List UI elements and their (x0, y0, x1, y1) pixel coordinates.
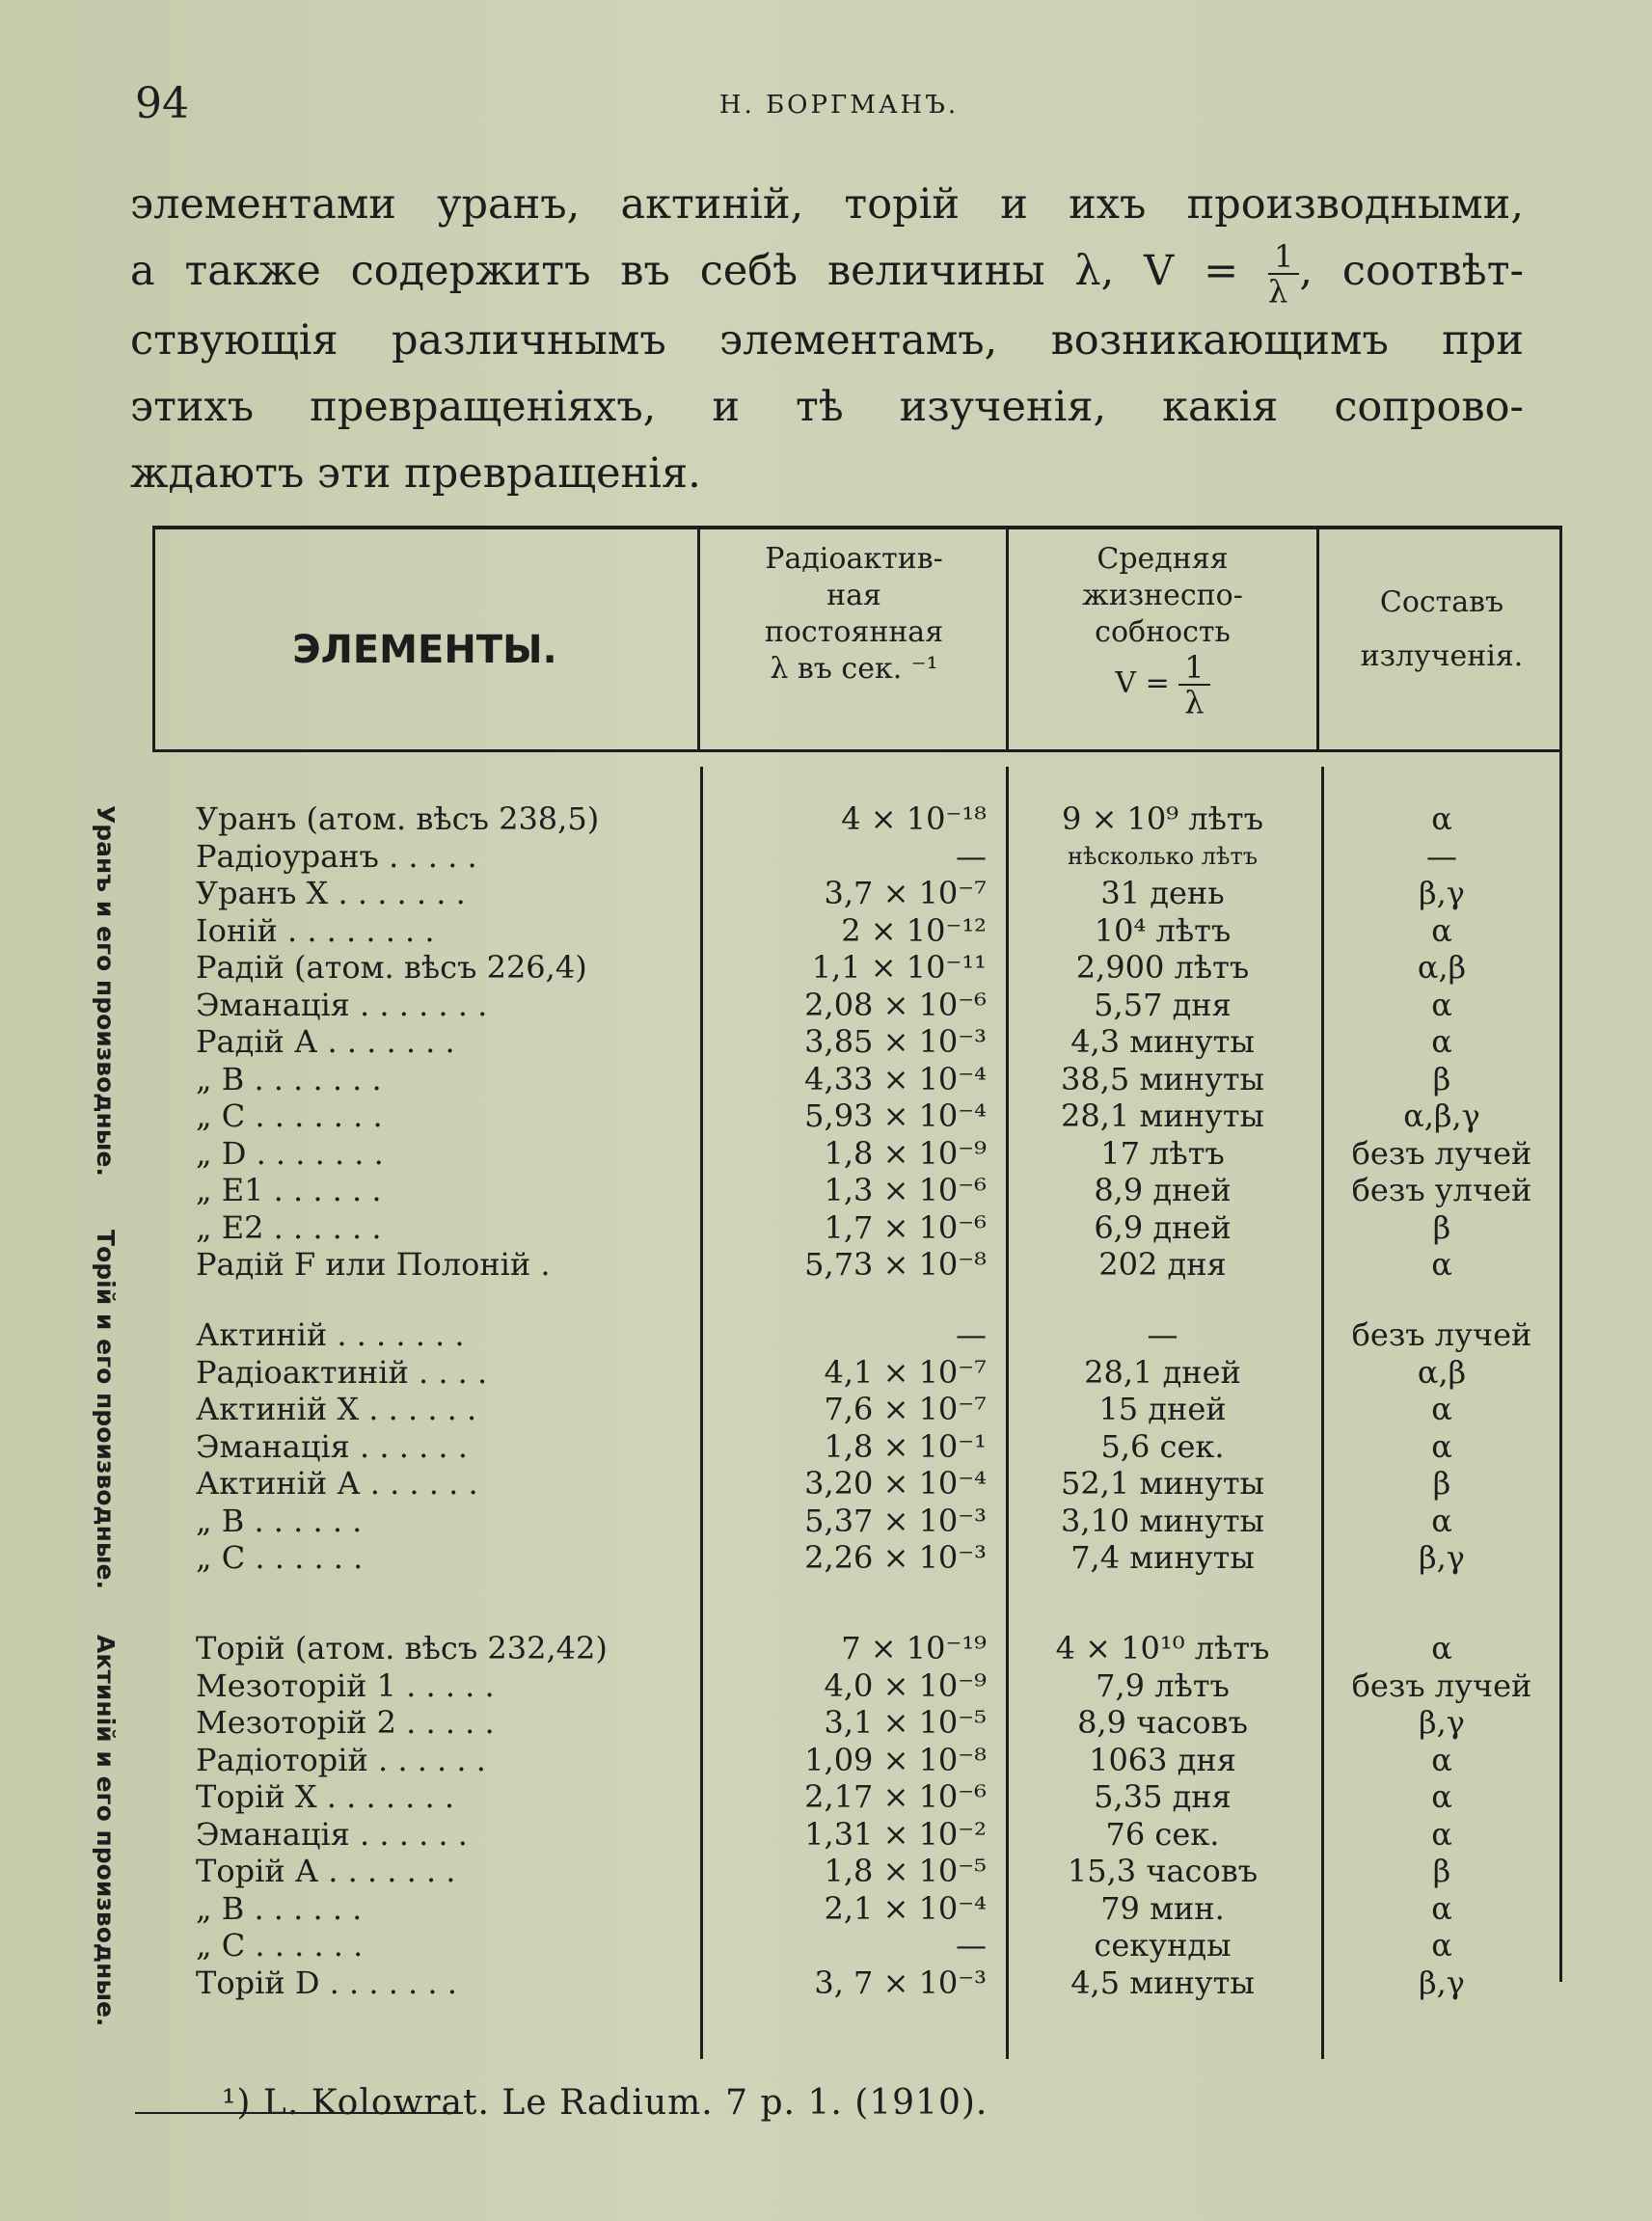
radioactive-constant-cell: 4,0 ⨯ 10⁻⁹ (824, 1666, 987, 1704)
header-comp-line-1: Составъ (1379, 585, 1504, 619)
mean-life-cell: 76 сек. (1105, 1815, 1220, 1853)
mean-life-cell: 10⁴ лѣтъ (1094, 911, 1232, 949)
header-life-line-4: V = (1115, 666, 1170, 700)
table-row (152, 1172, 1562, 1208)
table-header-rule (152, 749, 1562, 752)
header-comp-line-2: излученія. (1360, 639, 1524, 673)
mean-life-cell: 8,9 дней (1094, 1172, 1232, 1208)
table-row (152, 1816, 1562, 1853)
mean-life-cell: 4,5 минуты (1070, 1964, 1255, 2001)
header-life-formula (1011, 651, 1314, 718)
radioactive-constant-cell: 3, 7 ⨯ 10⁻³ (814, 1964, 987, 2001)
formula-fraction (1268, 240, 1299, 308)
header-life-line-2: жизнеспо- (1082, 579, 1243, 612)
header-radiation-composition (1321, 576, 1562, 684)
element-name-cell: Торій X . . . . . . . (196, 1778, 455, 1815)
radiation-composition-cell: α,β (1417, 949, 1467, 986)
page-header (135, 79, 1543, 137)
header-divider-1 (697, 526, 700, 752)
mean-life-cell: 31 день (1100, 875, 1225, 911)
mean-life-cell: 5,57 дня (1094, 986, 1232, 1023)
mean-life-cell: 2,900 лѣтъ (1075, 949, 1250, 986)
table-row (152, 1927, 1562, 1964)
element-name-cell: Уранъ X . . . . . . . (196, 875, 466, 911)
table-row (152, 912, 1562, 949)
radiation-composition-cell: α (1431, 986, 1452, 1023)
element-name-cell: Радіоактиній . . . . (196, 1353, 488, 1391)
radiation-composition-cell: β,γ (1419, 875, 1465, 911)
element-name-cell: „ Е2 . . . . . . (196, 1208, 382, 1246)
mean-life-cell: 7,4 минуты (1070, 1539, 1255, 1576)
element-name-cell: Эманація . . . . . . . (196, 986, 488, 1023)
fraction-denominator: λ (1268, 273, 1288, 310)
radioactive-constant-cell: 4,1 ⨯ 10⁻⁷ (824, 1353, 987, 1391)
radiation-composition-cell: β (1432, 1465, 1451, 1502)
mean-life-cell: 28,1 дней (1084, 1353, 1241, 1391)
element-name-cell: Радій F или Полоній . (196, 1246, 551, 1283)
header-divider-3 (1316, 526, 1319, 752)
radioactive-constant-cell: 4,33 ⨯ 10⁻⁴ (804, 1060, 987, 1097)
radioactive-constant-cell: 1,8 ⨯ 10⁻¹ (824, 1427, 987, 1465)
table-row (152, 1853, 1562, 1889)
table-row (152, 1391, 1562, 1427)
element-name-cell: Актиній . . . . . . . (196, 1316, 465, 1353)
paragraph-line-2-end: , соотвѣт- (1299, 247, 1525, 295)
radiation-composition-cell: β,γ (1419, 1704, 1465, 1741)
header-elements: ЭЛЕМЕНТЫ. (292, 628, 557, 672)
mean-life-cell: 9 ⨯ 10⁹ лѣтъ (1062, 800, 1263, 837)
table-row (152, 1539, 1562, 1576)
header-life-line-1: Средняя (1097, 542, 1229, 576)
header-const-line-3: постоянная (764, 615, 944, 649)
table-row (152, 1465, 1562, 1502)
table-row (152, 1778, 1562, 1815)
radioactive-constant-cell: 3,1 ⨯ 10⁻⁵ (824, 1704, 987, 1741)
radioactive-constant-cell: — (956, 1927, 987, 1964)
radioactive-constant-cell: 3,20 ⨯ 10⁻⁴ (804, 1465, 987, 1502)
mean-life-cell: 6,9 дней (1094, 1208, 1232, 1246)
mean-life-cell: 202 дня (1098, 1246, 1227, 1283)
paragraph-line-2 (130, 238, 1524, 308)
table-row (152, 1023, 1562, 1060)
side-labels (92, 805, 140, 2059)
header-fraction-denominator: λ (1184, 684, 1205, 720)
mean-life-cell: 5,35 дня (1094, 1778, 1232, 1815)
table-row (152, 1097, 1562, 1134)
table-row (152, 949, 1562, 986)
element-name-cell: „ В . . . . . . (196, 1502, 363, 1539)
element-name-cell: Радіоторій . . . . . . (196, 1741, 486, 1778)
mean-life-cell: 17 лѣтъ (1100, 1134, 1225, 1172)
radioactive-constant-cell: — (956, 1316, 987, 1353)
header-fraction-numerator: 1 (1178, 651, 1209, 686)
table-row (152, 800, 1562, 837)
element-name-cell: „ Е1 . . . . . . (196, 1172, 382, 1208)
radiation-composition-cell: α (1431, 1889, 1452, 1927)
radiation-composition-cell: α (1431, 1927, 1452, 1964)
mean-life-cell: 3,10 минуты (1061, 1502, 1264, 1539)
element-name-cell: Мезоторій 1 . . . . . (196, 1666, 495, 1704)
radiation-composition-cell: β (1432, 1208, 1451, 1246)
radioactive-constant-cell: 1,8 ⨯ 10⁻⁹ (824, 1134, 987, 1172)
radiation-composition-cell: α (1431, 1741, 1452, 1778)
header-life-fraction (1178, 651, 1209, 718)
mean-life-cell: 38,5 минуты (1061, 1060, 1264, 1097)
header-const-line-1: Радіоактив- (765, 542, 943, 576)
radioactive-constant-cell: 3,7 ⨯ 10⁻⁷ (824, 875, 987, 911)
radioactive-constant-cell: 2,08 ⨯ 10⁻⁶ (804, 986, 987, 1023)
table-top-rule (152, 526, 1562, 529)
radiation-composition-cell: α (1431, 1815, 1452, 1853)
mean-life-cell: 8,9 часовъ (1077, 1704, 1248, 1741)
intro-paragraph (130, 172, 1524, 507)
table-row (152, 838, 1562, 875)
table-row (152, 1667, 1562, 1704)
radiation-composition-cell: α,β (1417, 1353, 1467, 1391)
radioactive-constant-cell: 5,37 ⨯ 10⁻³ (804, 1502, 987, 1539)
running-head: Н. БОРГМАНЪ. (718, 91, 960, 120)
header-mean-life (1011, 541, 1314, 718)
table-row (152, 1061, 1562, 1097)
mean-life-cell: 4 ⨯ 10¹⁰ лѣтъ (1055, 1630, 1270, 1666)
element-name-cell: Радій (атом. вѣсъ 226,4) (196, 949, 587, 986)
radiation-composition-cell: α (1431, 800, 1452, 837)
radioactive-constant-cell: 2,17 ⨯ 10⁻⁶ (804, 1778, 987, 1815)
side-label-actinium: Актиній и его производные. (92, 1635, 120, 2027)
mean-life-cell: 79 мин. (1100, 1889, 1225, 1927)
paragraph-line-1: элементами уранъ, актиній, торій и ихъ производными, (130, 180, 1524, 229)
side-label-thorium: Торій и его производные. (92, 1230, 120, 1589)
table-row (152, 987, 1562, 1023)
radioactive-constant-cell: 1,7 ⨯ 10⁻⁶ (824, 1208, 987, 1246)
paragraph-line-4: этихъ превращеніяхъ, и тѣ изученія, какія сопрово- (130, 383, 1524, 431)
header-const-line-4: λ въ сек. ⁻¹ (770, 652, 938, 686)
paragraph-line-5: ждаютъ эти превращенія. (130, 449, 701, 498)
header-life-line-3: собность (1095, 615, 1231, 649)
header-radioactive-constant (702, 541, 1006, 688)
radiation-composition-cell: α (1431, 1023, 1452, 1060)
header-divider-2 (1006, 526, 1009, 752)
mean-life-cell: 4,3 минуты (1070, 1023, 1255, 1060)
radioactive-constant-cell: 1,31 ⨯ 10⁻² (804, 1815, 987, 1853)
element-name-cell: Радіоуранъ . . . . . (196, 837, 477, 875)
table-row (152, 1890, 1562, 1927)
element-name-cell: Эманація . . . . . . (196, 1815, 468, 1853)
table-row (152, 1503, 1562, 1539)
radiation-composition-cell: безъ улчей (1351, 1172, 1532, 1208)
element-name-cell: Уранъ (атом. вѣсъ 238,5) (196, 800, 600, 837)
radioactive-constant-cell: 7 ⨯ 10⁻¹⁹ (841, 1630, 987, 1666)
table-row (152, 1246, 1562, 1283)
side-label-uranium: Уранъ и его производные. (92, 805, 120, 1177)
radiation-composition-cell: — (1426, 837, 1457, 875)
radioactive-constant-cell: 7,6 ⨯ 10⁻⁷ (824, 1391, 987, 1427)
table-row (152, 1742, 1562, 1778)
radiation-composition-cell: безъ лучей (1351, 1316, 1532, 1353)
element-name-cell: Іоній . . . . . . . . (196, 911, 435, 949)
radiation-composition-cell: α (1431, 1502, 1452, 1539)
radiation-composition-cell: β,γ (1419, 1964, 1465, 2001)
radioactive-constant-cell: 1,3 ⨯ 10⁻⁶ (824, 1172, 987, 1208)
element-name-cell: Торій А . . . . . . . (196, 1853, 456, 1889)
radioactive-constant-cell: 2,1 ⨯ 10⁻⁴ (824, 1889, 987, 1927)
radioactive-constant-cell: 2 ⨯ 10⁻¹² (841, 911, 987, 949)
radioactive-constant-cell: 3,85 ⨯ 10⁻³ (804, 1023, 987, 1060)
radioactive-constant-cell: 4 ⨯ 10⁻¹⁸ (841, 800, 987, 837)
radiation-composition-cell: α (1431, 1427, 1452, 1465)
element-name-cell: „ С . . . . . . . (196, 1097, 383, 1134)
table-row (152, 1428, 1562, 1465)
header-const-line-2: ная (826, 579, 881, 612)
paragraph-line-3: ствующія различнымъ элементамъ, возникающимъ при (130, 316, 1524, 365)
paragraph-line-2-start: а также содержитъ въ себѣ величины λ, V = (130, 247, 1239, 295)
element-name-cell: Актиній X . . . . . . (196, 1391, 477, 1427)
element-name-cell: Торій (атом. вѣсъ 232,42) (196, 1630, 608, 1666)
element-name-cell: Торій D . . . . . . . (196, 1964, 457, 2001)
element-name-cell: Радій А . . . . . . . (196, 1023, 455, 1060)
element-name-cell: Актиній А . . . . . . (196, 1465, 478, 1502)
element-name-cell: „ В . . . . . . . (196, 1060, 382, 1097)
footnote: ¹) L. Kolowrat. Le Radium. 7 p. 1. (1910). (222, 2083, 988, 2123)
radioactive-constant-cell: 2,26 ⨯ 10⁻³ (804, 1539, 987, 1576)
radiation-composition-cell: α (1431, 911, 1452, 949)
radiation-composition-cell: α (1431, 1246, 1452, 1283)
radiation-composition-cell: α (1431, 1630, 1452, 1666)
element-name-cell: Эманація . . . . . . (196, 1427, 468, 1465)
element-name-cell: Мезоторій 2 . . . . . (196, 1704, 495, 1741)
element-name-cell: „ С . . . . . . (196, 1927, 364, 1964)
fraction-numerator: 1 (1268, 240, 1299, 275)
radiation-composition-cell: β (1432, 1853, 1451, 1889)
table-row (152, 1316, 1562, 1353)
radiation-composition-cell: безъ лучей (1351, 1666, 1532, 1704)
radiation-composition-cell: β,γ (1419, 1539, 1465, 1576)
radioactive-constant-cell: — (956, 837, 987, 875)
mean-life-cell: 52,1 минуты (1061, 1465, 1264, 1502)
radiation-composition-cell: α,β,γ (1403, 1097, 1480, 1134)
mean-life-cell: нѣсколько лѣтъ (1067, 842, 1258, 870)
mean-life-cell: 7,9 лѣтъ (1096, 1666, 1230, 1704)
element-name-cell: „ D . . . . . . . (196, 1134, 384, 1172)
table-row (152, 1630, 1562, 1666)
page-number: 94 (135, 79, 189, 128)
table-row (152, 1135, 1562, 1172)
mean-life-cell: 28,1 минуты (1061, 1097, 1264, 1134)
radiation-composition-cell: β (1432, 1060, 1451, 1097)
mean-life-cell: 15 дней (1098, 1391, 1227, 1427)
mean-life-cell: 15,3 часовъ (1067, 1853, 1259, 1889)
radioactive-constant-cell: 5,93 ⨯ 10⁻⁴ (804, 1097, 987, 1134)
table-row (152, 875, 1562, 911)
mean-life-cell: — (1147, 1316, 1178, 1353)
radiation-composition-cell: α (1431, 1391, 1452, 1427)
radioactive-constant-cell: 1,09 ⨯ 10⁻⁸ (804, 1741, 987, 1778)
table-row (152, 1704, 1562, 1741)
mean-life-cell: секунды (1094, 1927, 1232, 1964)
radioactive-constant-cell: 1,8 ⨯ 10⁻⁵ (824, 1853, 987, 1889)
table-row (152, 1209, 1562, 1246)
element-name-cell: „ С . . . . . . (196, 1539, 364, 1576)
radioactive-constant-cell: 5,73 ⨯ 10⁻⁸ (804, 1246, 987, 1283)
element-name-cell: „ В . . . . . . (196, 1889, 363, 1927)
table-row (152, 1354, 1562, 1391)
radioactive-elements-table (152, 526, 1562, 2011)
radiation-composition-cell: α (1431, 1778, 1452, 1815)
radiation-composition-cell: безъ лучей (1351, 1134, 1532, 1172)
radioactive-constant-cell: 1,1 ⨯ 10⁻¹¹ (811, 949, 987, 986)
mean-life-cell: 1063 дня (1089, 1741, 1236, 1778)
mean-life-cell: 5,6 сек. (1100, 1427, 1225, 1465)
table-row (152, 1964, 1562, 2001)
